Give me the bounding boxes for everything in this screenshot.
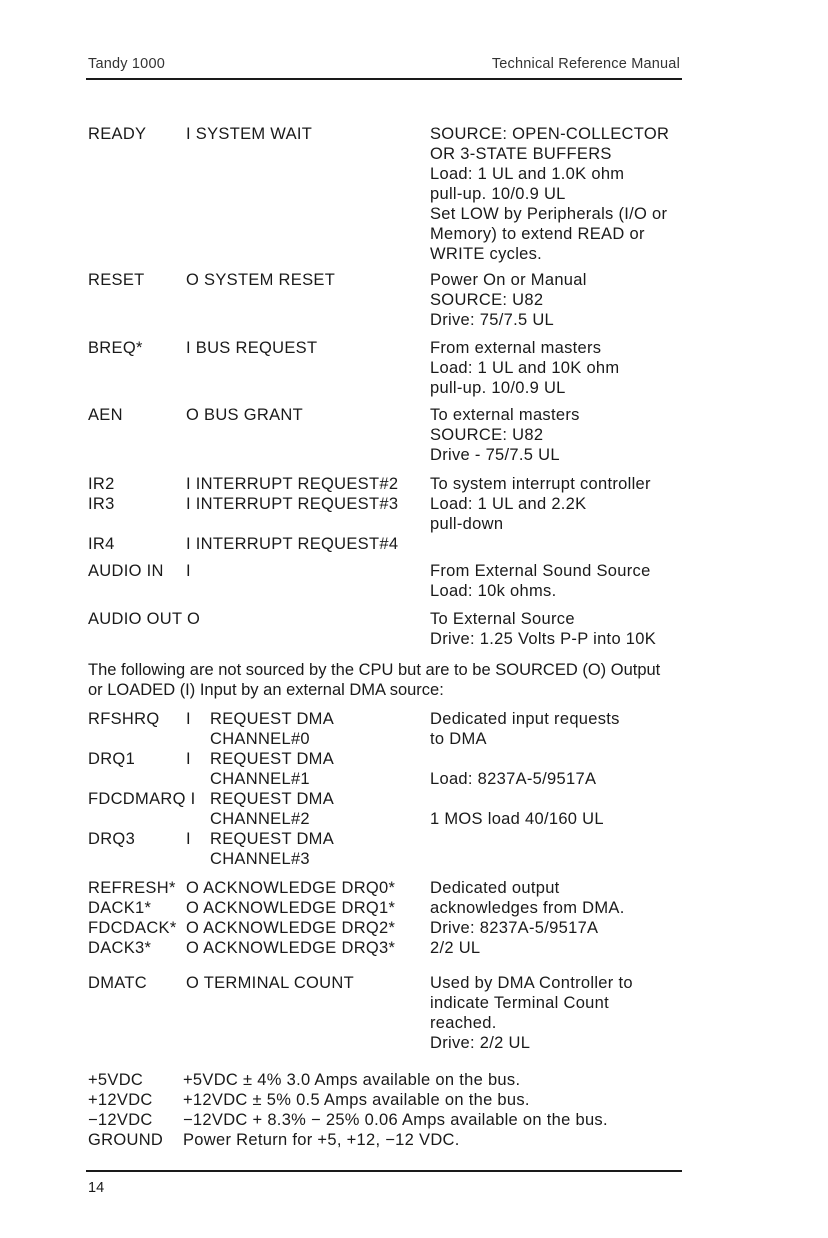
signal-desc: From External Sound Source [430,562,651,580]
page-number: 14 [88,1180,105,1196]
signal-desc: SOURCE: OPEN-COLLECTOR [430,125,670,143]
signal-name: IR4 [88,535,115,553]
signal-function: I SYSTEM WAIT [186,125,313,143]
signal-desc: SOURCE: U82 [430,291,544,309]
dma-ack-desc: Drive: 8237A-5/9517A [430,919,599,937]
signal-function: O SYSTEM RESET [186,271,336,289]
signal-desc: Drive - 75/7.5 UL [430,446,560,464]
signal-desc: To system interrupt controller [430,475,651,493]
dma-request-io: I [186,750,191,768]
signal-name: AUDIO OUT O [88,610,201,628]
dma-request-desc: to DMA [430,730,487,748]
signal-name: IR2 [88,475,115,493]
signal-desc: To External Source [430,610,575,628]
signal-function: I [186,562,191,580]
signal-desc: pull-up. 10/0.9 UL [430,185,566,203]
power-desc: Power Return for +5, +12, −12 VDC. [183,1131,460,1149]
dma-request-desc: Load: 8237A-5/9517A [430,770,597,788]
signal-desc: To external masters [430,406,580,424]
dma-request-name: FDCDMARQ I [88,790,196,808]
dma-ack-desc: Dedicated output [430,879,560,897]
signal-desc: OR 3-STATE BUFFERS [430,145,612,163]
signal-desc: Memory) to extend READ or [430,225,645,243]
signal-desc: WRITE cycles. [430,245,543,263]
signal-desc: reached. [430,1014,497,1032]
signal-desc: Load: 1 UL and 1.0K ohm [430,165,625,183]
signal-desc: indicate Terminal Count [430,994,610,1012]
running-header-manual: Technical Reference Manual [491,56,680,72]
signal-desc: Load: 1 UL and 2.2K [430,495,587,513]
signal-desc: Set LOW by Peripherals (I/O or [430,205,668,223]
dma-request-name: RFSHRQ [88,710,160,728]
power-pin: −12VDC [88,1111,153,1129]
signal-function: I INTERRUPT REQUEST#2 [186,475,399,493]
signal-desc: pull-down [430,515,504,533]
dma-request-function: REQUEST DMA [210,830,335,848]
signal-name: BREQ* [88,339,143,357]
power-pin: +5VDC [88,1071,144,1089]
dma-request-io: I [186,710,191,728]
dma-ack-desc: acknowledges from DMA. [430,899,625,917]
signal-name: DMATC [88,974,147,992]
dma-note-paragraph: The following are not sourced by the CPU but are to be SOURCED (O) Output [88,661,661,679]
dma-request-function: CHANNEL#3 [210,850,310,868]
dma-request-desc: Dedicated input requests [430,710,620,728]
power-desc: +12VDC ± 5% 0.5 Amps available on the bus. [183,1091,530,1109]
power-pin: GROUND [88,1131,164,1149]
dma-request-function: CHANNEL#2 [210,810,310,828]
signal-desc: Drive: 2/2 UL [430,1034,531,1052]
dma-ack-desc: 2/2 UL [430,939,481,957]
signal-function: I BUS REQUEST [186,339,318,357]
signal-desc: Power On or Manual [430,271,587,289]
dma-request-function: REQUEST DMA [210,750,335,768]
signal-desc: Used by DMA Controller to [430,974,633,992]
signal-function: I INTERRUPT REQUEST#3 [186,495,399,513]
signal-name: RESET [88,271,145,289]
dma-ack-function: O ACKNOWLEDGE DRQ0* [186,879,396,897]
signal-desc: pull-up. 10/0.9 UL [430,379,566,397]
dma-request-io: I [186,830,191,848]
footer-rule [86,1170,682,1172]
header-rule [86,78,682,80]
dma-request-name: DRQ3 [88,830,136,848]
power-desc: −12VDC + 8.3% − 25% 0.06 Amps available on the bus. [183,1111,608,1129]
dma-request-function: CHANNEL#1 [210,770,310,788]
dma-request-desc: 1 MOS load 40/160 UL [430,810,604,828]
dma-ack-function: O ACKNOWLEDGE DRQ3* [186,939,396,957]
signal-desc: From external masters [430,339,602,357]
signal-desc: Load: 10k ohms. [430,582,557,600]
signal-function: I INTERRUPT REQUEST#4 [186,535,399,553]
signal-desc: Drive: 75/7.5 UL [430,311,555,329]
dma-request-function: REQUEST DMA [210,790,335,808]
dma-request-function: REQUEST DMA [210,710,335,728]
dma-ack-function: O ACKNOWLEDGE DRQ1* [186,899,396,917]
dma-ack-name: DACK1* [88,899,152,917]
signal-name: AEN [88,406,123,424]
signal-function: O BUS GRANT [186,406,303,424]
running-header-title: Tandy 1000 [88,56,165,72]
dma-ack-name: DACK3* [88,939,152,957]
signal-function: O TERMINAL COUNT [186,974,354,992]
signal-desc: Drive: 1.25 Volts P-P into 10K [430,630,657,648]
signal-desc: Load: 1 UL and 10K ohm [430,359,620,377]
power-pin: +12VDC [88,1091,153,1109]
dma-ack-function: O ACKNOWLEDGE DRQ2* [186,919,396,937]
dma-ack-name: REFRESH* [88,879,176,897]
signal-name: READY [88,125,147,143]
dma-request-function: CHANNEL#0 [210,730,310,748]
power-desc: +5VDC ± 4% 3.0 Amps available on the bus. [183,1071,521,1089]
signal-desc: SOURCE: U82 [430,426,544,444]
dma-request-name: DRQ1 [88,750,136,768]
signal-name: IR3 [88,495,115,513]
dma-ack-name: FDCDACK* [88,919,177,937]
signal-name: AUDIO IN [88,562,164,580]
dma-note-paragraph: or LOADED (I) Input by an external DMA source: [88,681,444,699]
